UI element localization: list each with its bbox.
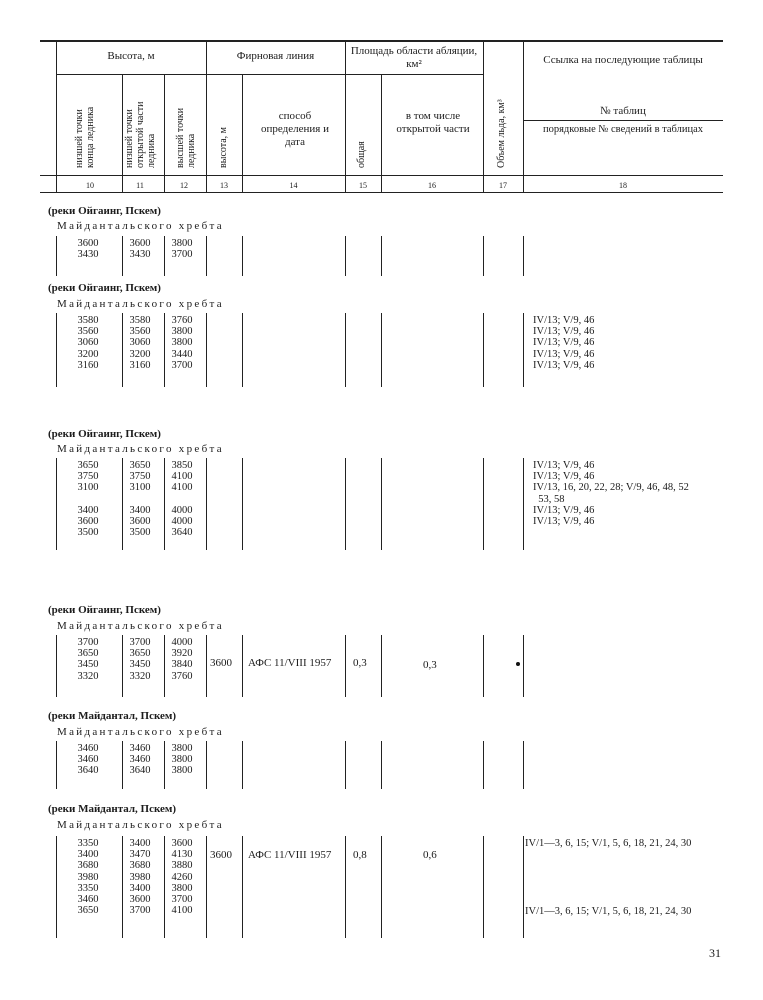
section-subtitle: Майдантальского хребта	[57, 443, 224, 455]
row-divider	[164, 313, 165, 387]
row-divider	[345, 635, 346, 697]
column-number: 13	[220, 181, 228, 190]
col11-values: 3650 3750 3100 3400 3600 3500	[129, 460, 151, 539]
section-subtitle: Майдантальского хребта	[57, 620, 224, 632]
row-divider	[122, 313, 123, 387]
col10-values: 3350 3400 3680 3980 3350 3460 3650	[77, 838, 99, 917]
row-divider	[381, 313, 382, 387]
row-divider	[483, 313, 484, 387]
header-area-group: Площадь области абляции, км²	[350, 45, 478, 70]
row-divider	[523, 313, 524, 387]
section-title: (реки Ойгаинг, Пскем)	[48, 282, 161, 294]
row-divider	[242, 836, 243, 938]
row-divider	[122, 836, 123, 938]
col12-values: 3800 3800 3800	[171, 743, 193, 777]
col10-values: 3700 3650 3450 3320	[77, 637, 99, 682]
col11-values: 3580 3560 3060 3200 3160	[129, 315, 151, 371]
row-divider	[381, 236, 382, 276]
area-total-value: 0,8	[353, 849, 367, 861]
header-ordinal-no: порядковые № сведений в таблицах	[542, 124, 704, 135]
row-divider	[206, 313, 207, 387]
row-divider	[523, 635, 524, 697]
firn-height-value: 3600	[210, 849, 232, 861]
row-divider	[122, 236, 123, 276]
row-divider	[56, 236, 57, 276]
row-divider	[523, 236, 524, 276]
section-title: (реки Майдантал, Пскем)	[48, 710, 177, 722]
col11-values: 3600 3430	[129, 238, 151, 261]
header-ref-group: Ссылка на последующие таблицы	[543, 54, 703, 66]
section-title: (реки Ойгаинг, Пскем)	[48, 604, 161, 616]
column-number: 11	[136, 181, 144, 190]
header-area-total: общая	[356, 141, 367, 168]
row-divider	[56, 836, 57, 938]
row-divider	[56, 741, 57, 789]
firn-height-value: 3600	[210, 657, 232, 669]
row-divider	[164, 836, 165, 938]
row-divider	[56, 635, 57, 697]
section-title: (реки Ойгаинг, Пскем)	[48, 428, 161, 440]
section-subtitle: Майдантальского хребта	[57, 726, 224, 738]
column-number: 17	[499, 181, 507, 190]
header-table-no: № таблиц	[600, 105, 646, 117]
header-method: способ определения и дата	[261, 110, 329, 148]
col11-values: 3460 3460 3640	[129, 743, 151, 777]
row-divider	[164, 741, 165, 789]
row-divider	[122, 635, 123, 697]
row-divider	[242, 458, 243, 550]
row-divider	[206, 741, 207, 789]
header-divider	[242, 74, 243, 192]
row-divider	[164, 236, 165, 276]
header-divider	[164, 74, 165, 192]
header-group-rule	[56, 74, 483, 75]
col12-values: 3760 3800 3800 3440 3700	[171, 315, 193, 371]
row-divider	[345, 836, 346, 938]
row-divider	[206, 836, 207, 938]
col10-values: 3460 3460 3640	[77, 743, 99, 777]
page-number: 31	[709, 946, 721, 960]
ref-values: IV/1—3, 6, 15; V/1, 5, 6, 18, 21, 24, 30	[525, 906, 692, 917]
row-divider	[164, 458, 165, 550]
row-divider	[206, 236, 207, 276]
row-divider	[483, 635, 484, 697]
col11-values: 3700 3650 3450 3320	[129, 637, 151, 682]
header-lowest-tongue: низшей точки конца ледника	[74, 106, 96, 168]
column-number: 14	[289, 181, 298, 190]
column-number: 12	[180, 181, 188, 190]
row-divider	[381, 836, 382, 938]
header-divider	[122, 74, 123, 192]
ref-values: IV/13; V/9, 46 IV/13; V/9, 46 IV/13; V/9, 46 IV/13; V/9, 46 IV/13; V/9, 46	[533, 315, 595, 371]
header-divider	[483, 40, 484, 192]
row-divider	[483, 741, 484, 789]
row-divider	[523, 458, 524, 550]
section-subtitle: Майдантальского хребта	[57, 220, 224, 232]
row-divider	[483, 458, 484, 550]
row-divider	[122, 458, 123, 550]
row-divider	[56, 458, 57, 550]
column-number: 18	[619, 181, 627, 190]
method-value: АФС 11/VIII 1957	[248, 849, 332, 861]
row-divider	[345, 741, 346, 789]
row-divider	[483, 836, 484, 938]
row-divider	[345, 313, 346, 387]
method-value: АФС 11/VIII 1957	[248, 657, 332, 669]
ref-values: IV/1—3, 6, 15; V/1, 5, 6, 18, 21, 24, 30	[525, 838, 692, 849]
header-top-rule	[40, 40, 723, 42]
row-divider	[381, 741, 382, 789]
header-firn-group: Фирновая линия	[236, 50, 315, 62]
header-lowest-open: низшей точки открытой части ледника	[124, 101, 157, 168]
header-ice-volume: Объем льда, км³	[496, 99, 507, 168]
column-number: 10	[86, 181, 94, 190]
section-title: (реки Ойгаинг, Пскем)	[48, 205, 161, 217]
header-height-group: Высота, м	[107, 50, 155, 62]
row-divider	[242, 741, 243, 789]
col11-values: 3400 3470 3680 3980 3400 3600 3700	[129, 838, 151, 917]
col12-values: 3800 3700	[171, 238, 193, 261]
row-divider	[242, 236, 243, 276]
ref-values: IV/13; V/9, 46 IV/13; V/9, 46 IV/13, 16, 20, 22, 28; V/9, 46, 48, 52 53, 58 IV/13; V/9, 46 IV/13; V/9, 46	[533, 460, 689, 528]
col12-values: 3600 4130 3880 4260 3800 3700 4100	[171, 838, 193, 917]
area-open-value: 0,3	[423, 659, 437, 671]
row-divider	[122, 741, 123, 789]
row-divider	[381, 635, 382, 697]
header-area-open: в том числе открытой части	[396, 110, 470, 135]
row-divider	[242, 313, 243, 387]
ice-volume-mark	[516, 662, 520, 666]
column-number-rule	[40, 192, 723, 193]
row-divider	[345, 458, 346, 550]
header-firn-height: высота, м	[218, 126, 229, 168]
section-title: (реки Майдантал, Пскем)	[48, 803, 177, 815]
section-subtitle: Майдантальского хребта	[57, 819, 224, 831]
row-divider	[381, 458, 382, 550]
row-divider	[483, 236, 484, 276]
row-divider	[206, 635, 207, 697]
row-divider	[164, 635, 165, 697]
col10-values: 3600 3430	[77, 238, 99, 261]
section-subtitle: Майдантальского хребта	[57, 298, 224, 310]
row-divider	[523, 741, 524, 789]
ref-subheader-rule	[523, 120, 723, 121]
col10-values: 3580 3560 3060 3200 3160	[77, 315, 99, 371]
col10-values: 3650 3750 3100 3400 3600 3500	[77, 460, 99, 539]
header-divider	[523, 40, 524, 192]
header-highest: высшей точки ледника	[175, 107, 197, 168]
row-divider	[523, 836, 524, 938]
area-open-value: 0,6	[423, 849, 437, 861]
header-divider	[381, 74, 382, 192]
row-divider	[56, 313, 57, 387]
row-divider	[242, 635, 243, 697]
row-divider	[206, 458, 207, 550]
col12-values: 3850 4100 4100 4000 4000 3640	[171, 460, 193, 539]
column-number: 16	[428, 181, 436, 190]
row-divider	[345, 236, 346, 276]
column-number: 15	[359, 181, 367, 190]
col12-values: 4000 3920 3840 3760	[171, 637, 193, 682]
area-total-value: 0,3	[353, 657, 367, 669]
header-divider	[345, 40, 346, 192]
